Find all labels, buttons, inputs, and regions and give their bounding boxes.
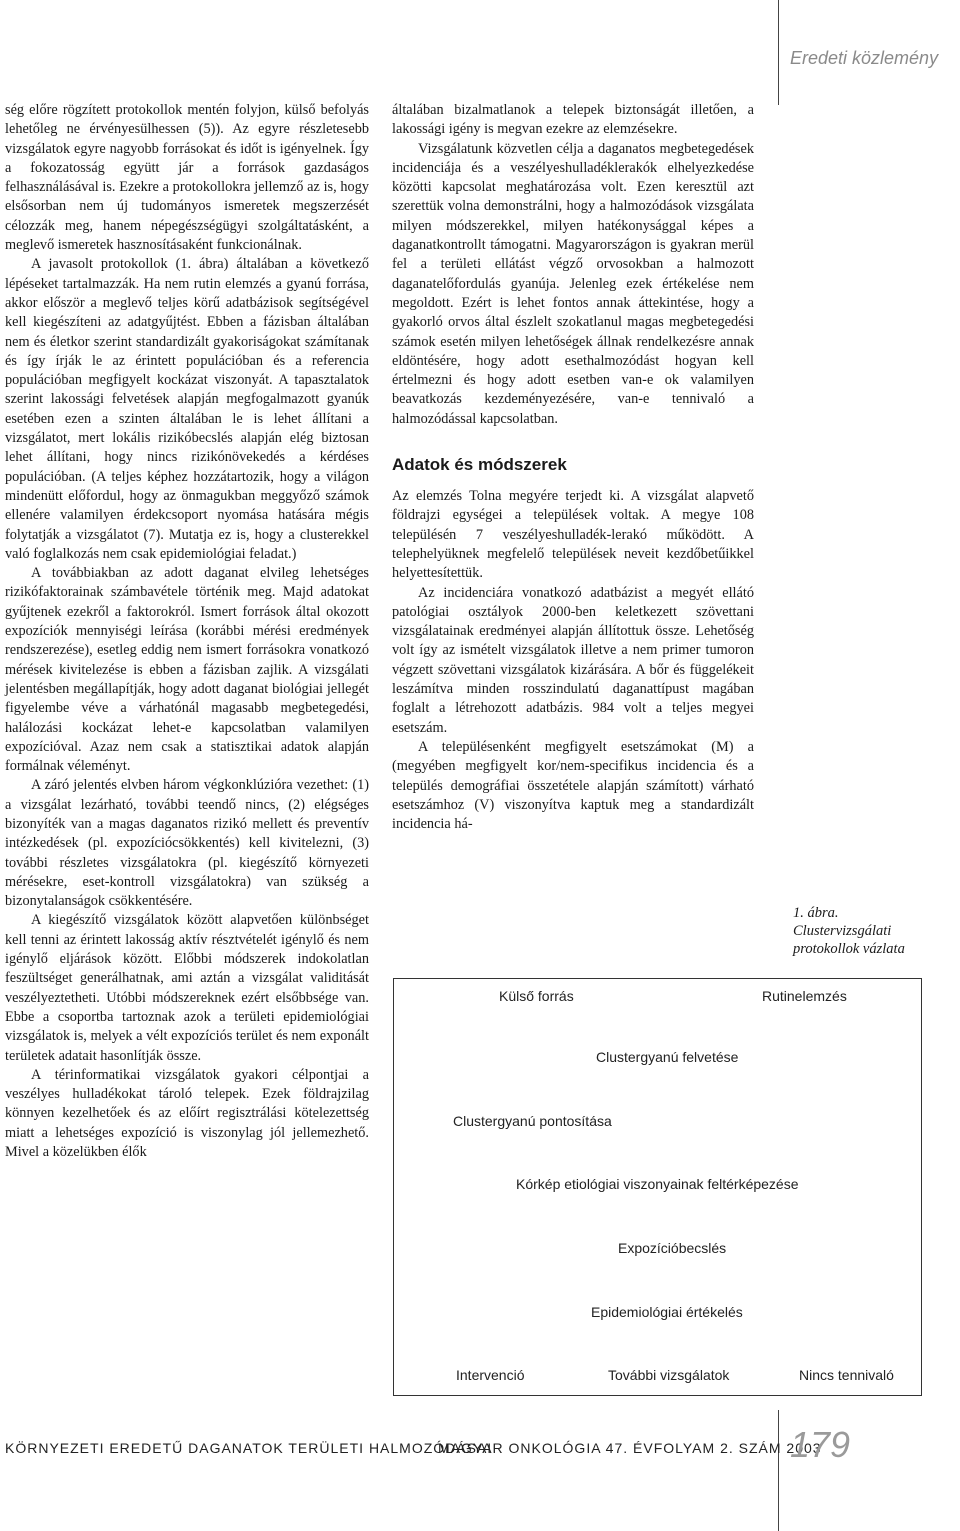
diagram-node-etiology-mapping: Kórkép etiológiai viszonyainak feltérképezése	[516, 1176, 799, 1192]
left-column-paragraph: ség előre rögzített protokollok mentén folyjon, külső befolyás lehetőleg ne érvényesülhessen (5)). Az egyre részletesebb vizsgálatok egyre nagyobb forrásokat és időt is igényelnek. Így a fokozatosság együtt jár a források gazdaságos felhasználásával is. Ezekre a protokollokra jellemző az is, hogy elsősorban nem új tudományos ismeretek megszerzését célozzák meg, hanem népegészségügyi szolgáltatásként, a meglevő ismeretek hasznosításaként funkcionálnak.	[5, 102, 369, 254]
protocol-diagram	[393, 978, 922, 1396]
left-column-paragraph: A kiegészítő vizsgálatok között alapvetően különbséget kell tenni az érintett lakosság aktív résztvételét igénylő és nem igénylő eljárások között. Előbbi módszerek indokolatlan feszültséget generálhatnak, ami aztán a vizsgálat validitását veszélyeztetheti. Utóbbi módszereknek ezért elsőbbsége van. Ebbe a csoportba tartoznak azok a területi epidemiológiai vizsgálatok is, melyek a vélt expozíciós terület és nem exponált területek adatait hasonlítják össze.	[5, 912, 369, 1064]
right-column-paragraph: Az incidenciára vonatkozó adatbázist a megyét ellátó patológiai osztályok 2000-ben keletkezett szövettani vizsgálatainak eredményei alapján állítottuk össze. Lehetőség volt így az ismételt vizsgálatok illetve a nem primer tumoron végzett szövettani vizsgálatok kizárására. A bőr és függelékeit leszámítva minden rosszindulatú daganattípust magában foglalt a létrehozott adatbázis. 984 volt a teljes megyei esetszám.	[392, 584, 754, 736]
diagram-node-external-source: Külső forrás	[499, 988, 574, 1004]
diagram-node-further-studies: További vizsgálatok	[608, 1367, 730, 1383]
section-label: Eredeti közlemény	[790, 48, 939, 68]
diagram-node-cluster-suspicion: Clustergyanú felvetése	[596, 1049, 739, 1065]
diagram-node-cluster-refinement: Clustergyanú pontosítása	[453, 1113, 612, 1129]
left-column-paragraph: A javasolt protokollok (1. ábra) általában a következő lépéseket tartalmazzák. Ha nem rutin elemzés a gyanú forrása, akkor először a meglevő teljes körű adatbázisok segítségével kell kiegészíteni az adatgyűjtést. Ebben a fázisban általában nem és életkor szerint standardizált gyakoriságokat számítanak és így írják le az érintett populációban és a referencia populációban megfigyelt kockázat viszonyát. A tapasztalatok szerint lakossági felvetések alapján megfogalmazott gyanúk esetében ezen a szinten általában le is lehet állítani a vizsgálatot, mert lokális rizikóbecslés alapján elég biztosan lehet állítani, hogy nincs rizikónövekedés a kérdéses populációban. (A teljes képhez hozzátartozik, hogy a világon mindenütt előfordul, hogy az önmagukban meggyőző számok ellenére valamilyen érdekcsoport nyomása hatására mégis folytatják a vizsgálatot (7). Mutatja ez is, hogy a clusterekkel való foglalkozás nem csak epidemiológiai feladat.)	[5, 256, 369, 562]
diagram-node-nothing-to-do: Nincs tennivaló	[799, 1367, 894, 1383]
right-column-intro	[392, 101, 754, 429]
diagram-node-intervention: Intervenció	[456, 1367, 525, 1383]
footer-article-title: KÖRNYEZETI EREDETŰ DAGANATOK TERÜLETI HALMOZÓDÁSAI	[5, 1440, 493, 1456]
diagram-node-routine-analysis: Rutinelemzés	[762, 988, 847, 1004]
figure-caption	[793, 904, 943, 958]
section-heading: Adatok és módszerek	[392, 455, 567, 475]
left-column	[5, 101, 369, 1162]
left-column-paragraph: A záró jelentés elvben három végkonklúzióra vezethet: (1) a vizsgálat lezárható, további teendő nincs, (2) elégséges bizonyíték van a magas daganatos rizikó mellett és preventív intézkedések (pl. expozíciócsökkentés) kell kivitelezni, (3) további részletes vizsgálatokra (pl. kiegészítő környezeti mérésekre, eset-kontroll vizsgálatokra) van szükség a bizonytalanságok csökkentésére.	[5, 777, 369, 910]
header-rule	[778, 0, 779, 105]
left-column-paragraph: A térinformatikai vizsgálatok gyakori célpontjai a veszélyes hulladékokat tároló telepek. Ezek földrajzilag könnyen kezelhetőek és az előírt regisztrálási kötelezettség miatt a lehetséges expozíció is viszonylag jól jellemezhető. Mivel a közelükben élők	[5, 1066, 369, 1161]
right-column-paragraph: A településenként megfigyelt esetszámokat (M) a (megyében megfigyelt kor/nem-specifikus incidencia és a település demográfiai összetétele alapján számított) várható esetszámhoz (V) viszonyítva kaptuk meg a standardizált incidencia há-	[392, 738, 754, 833]
right-column-paragraph: Vizsgálatunk közvetlen célja a daganatos megbetegedések incidenciája és a veszélyeshulladéklerakók elhelyezkedése közötti kapcsolat meghatározása volt. Ezen keresztül azt szerettük volna demonstrálni, hogy a halmozódások vizsgálata milyen módszerekkel, milyen hatékonysággal képes a daganatkontrollt támogatni. Magyarországon is gyakran merül fel a területi ellátást végző orvosokban a halmozott daganatelőfordulás gyanúja. Jelenleg ezek értékelése nem megoldott. Ezért is lehet fontos annak áttekintése, hogy a gyakorló orvos által észlelt szokatlanul magas megbetegedési számok esetén milyen lehetőségek állnak rendelkezésre annak eldöntésére, hogy adott esethalmozódást hogyan kell értelmezni és hogy adott esetben van-e ok valamilyen beavatkozás kezdeményezésére, van-e tennivaló a halmozódással kapcsolatban.	[392, 140, 754, 427]
diagram-node-epidemiological-evaluation: Epidemiológiai értékelés	[591, 1304, 743, 1320]
diagram-node-exposure-estimate: Expozícióbecslés	[618, 1240, 727, 1256]
left-column-paragraph: A továbbiakban az adott daganat elvileg lehetséges rizikófaktorainak számbavétele történik meg. Majd adatokat gyűjtenek ezekről a faktorokról. Ismert források által okozott expozíciók mennyiségi leírása (korábbi mérési eredmények rendszerezése), esetleg eddig nem ismert forrásokra vonatkozó mérések kivitelezése is ebben a fázisban zajlik. A vizsgálati jelentésben megállapítják, hogy adott daganat biológiai jellegét figyelembe véve a várhatónál magasabb megbetegedési, halálozási kockázat lehet-e kapcsolatban valamilyen expozícióval. Azaz nem csak a statisztikai adatok alapján formálnak véleményt.	[5, 565, 369, 775]
footer-journal: MAGYAR ONKOLÓGIA 47. ÉVFOLYAM 2. SZÁM 2003	[438, 1440, 822, 1456]
figure-caption-number: 1. ábra.	[793, 905, 839, 921]
figure-caption-title: Clustervizsgálati protokollok vázlata	[793, 923, 905, 957]
page-number: 179	[790, 1424, 851, 1465]
right-column-paragraph: általában bizalmatlanok a telepek biztonságát illetően, a lakossági igény is megvan ezekre az elemzésekre.	[392, 102, 754, 138]
right-column	[392, 101, 754, 834]
right-column-paragraph: Az elemzés Tolna megyére terjedt ki. A vizsgálat alapvető földrajzi egységei a települések voltak. A megye 108 településén 7 veszélyeshulladék-lerakó működött. A telephelyüknek megfelelő települések neveit kezdőbetűikkel helyettesítettük.	[392, 488, 754, 582]
right-column-methods	[392, 487, 754, 834]
footer-rule	[778, 1410, 779, 1531]
